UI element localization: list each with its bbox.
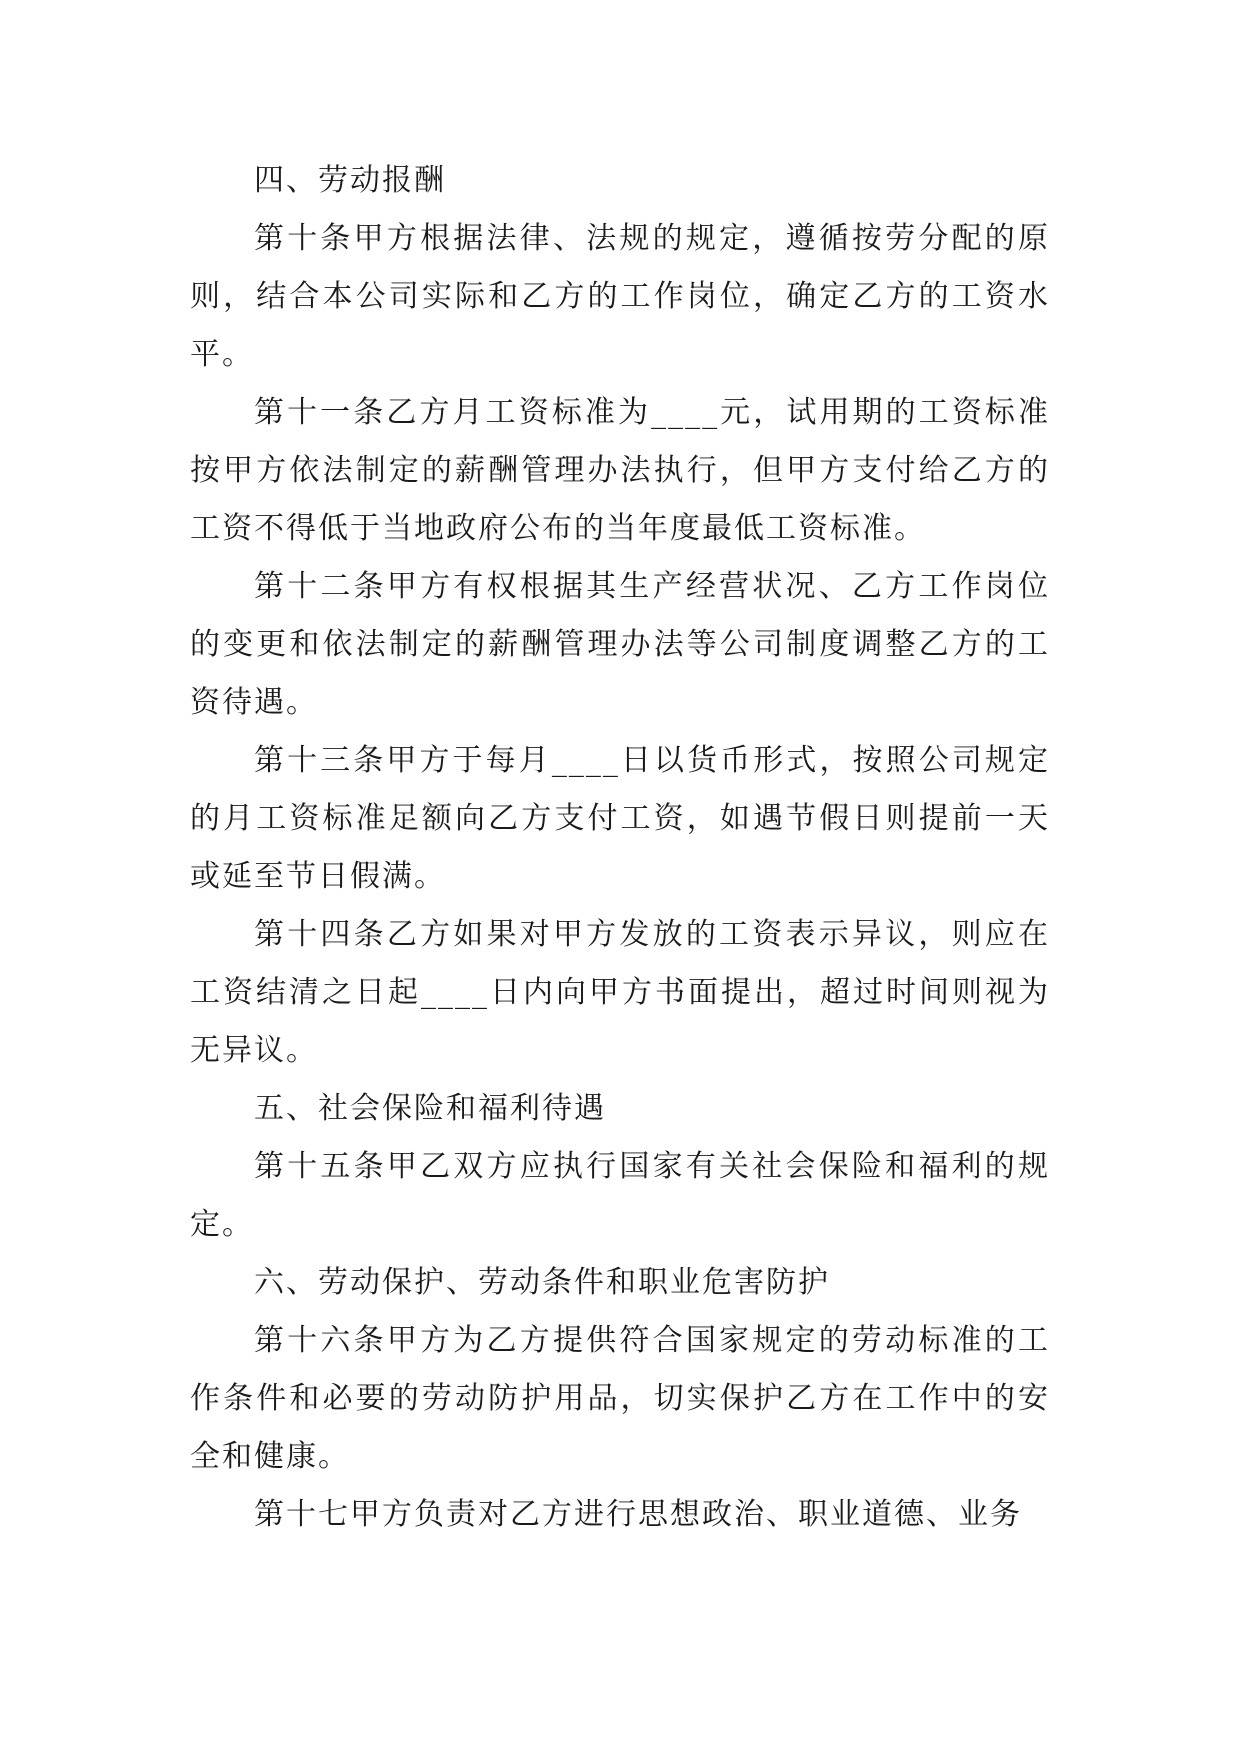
article-15: 第十五条甲乙双方应执行国家有关社会保险和福利的规定。: [190, 1149, 1050, 1242]
article-11: 第十一条乙方月工资标准为____元，试用期的工资标准按甲方依法制定的薪酬管理办法执行，但甲方支付给乙方的工资不得低于当地政府公布的当年度最低工资标准。: [190, 395, 1050, 546]
article-10: 第十条甲方根据法律、法规的规定，遵循按劳分配的原则，结合本公司实际和乙方的工作岗位，确定乙方的工资水平。: [190, 221, 1050, 372]
section-heading-social-insurance: 五、社会保险和福利待遇: [254, 1091, 606, 1126]
article-16: 第十六条甲方为乙方提供符合国家规定的劳动标准的工作条件和必要的劳动防护用品，切实保护乙方在工作中的安全和健康。: [190, 1323, 1050, 1474]
section-heading-labor-protection: 六、劳动保护、劳动条件和职业危害防护: [254, 1265, 830, 1300]
section-heading-labor-pay: 四、劳动报酬: [254, 163, 446, 198]
document-body: [190, 152, 1050, 1544]
article-12: 第十二条甲方有权根据其生产经营状况、乙方工作岗位的变更和依法制定的薪酬管理办法等公司制度调整乙方的工资待遇。: [190, 569, 1050, 720]
article-13: 第十三条甲方于每月____日以货币形式，按照公司规定的月工资标准足额向乙方支付工资，如遇节假日则提前一天或延至节日假满。: [190, 743, 1050, 894]
article-14: 第十四条乙方如果对甲方发放的工资表示异议，则应在工资结清之日起____日内向甲方书面提出，超过时间则视为无异议。: [190, 917, 1050, 1068]
article-17: 第十七甲方负责对乙方进行思想政治、职业道德、业务: [254, 1497, 1022, 1532]
